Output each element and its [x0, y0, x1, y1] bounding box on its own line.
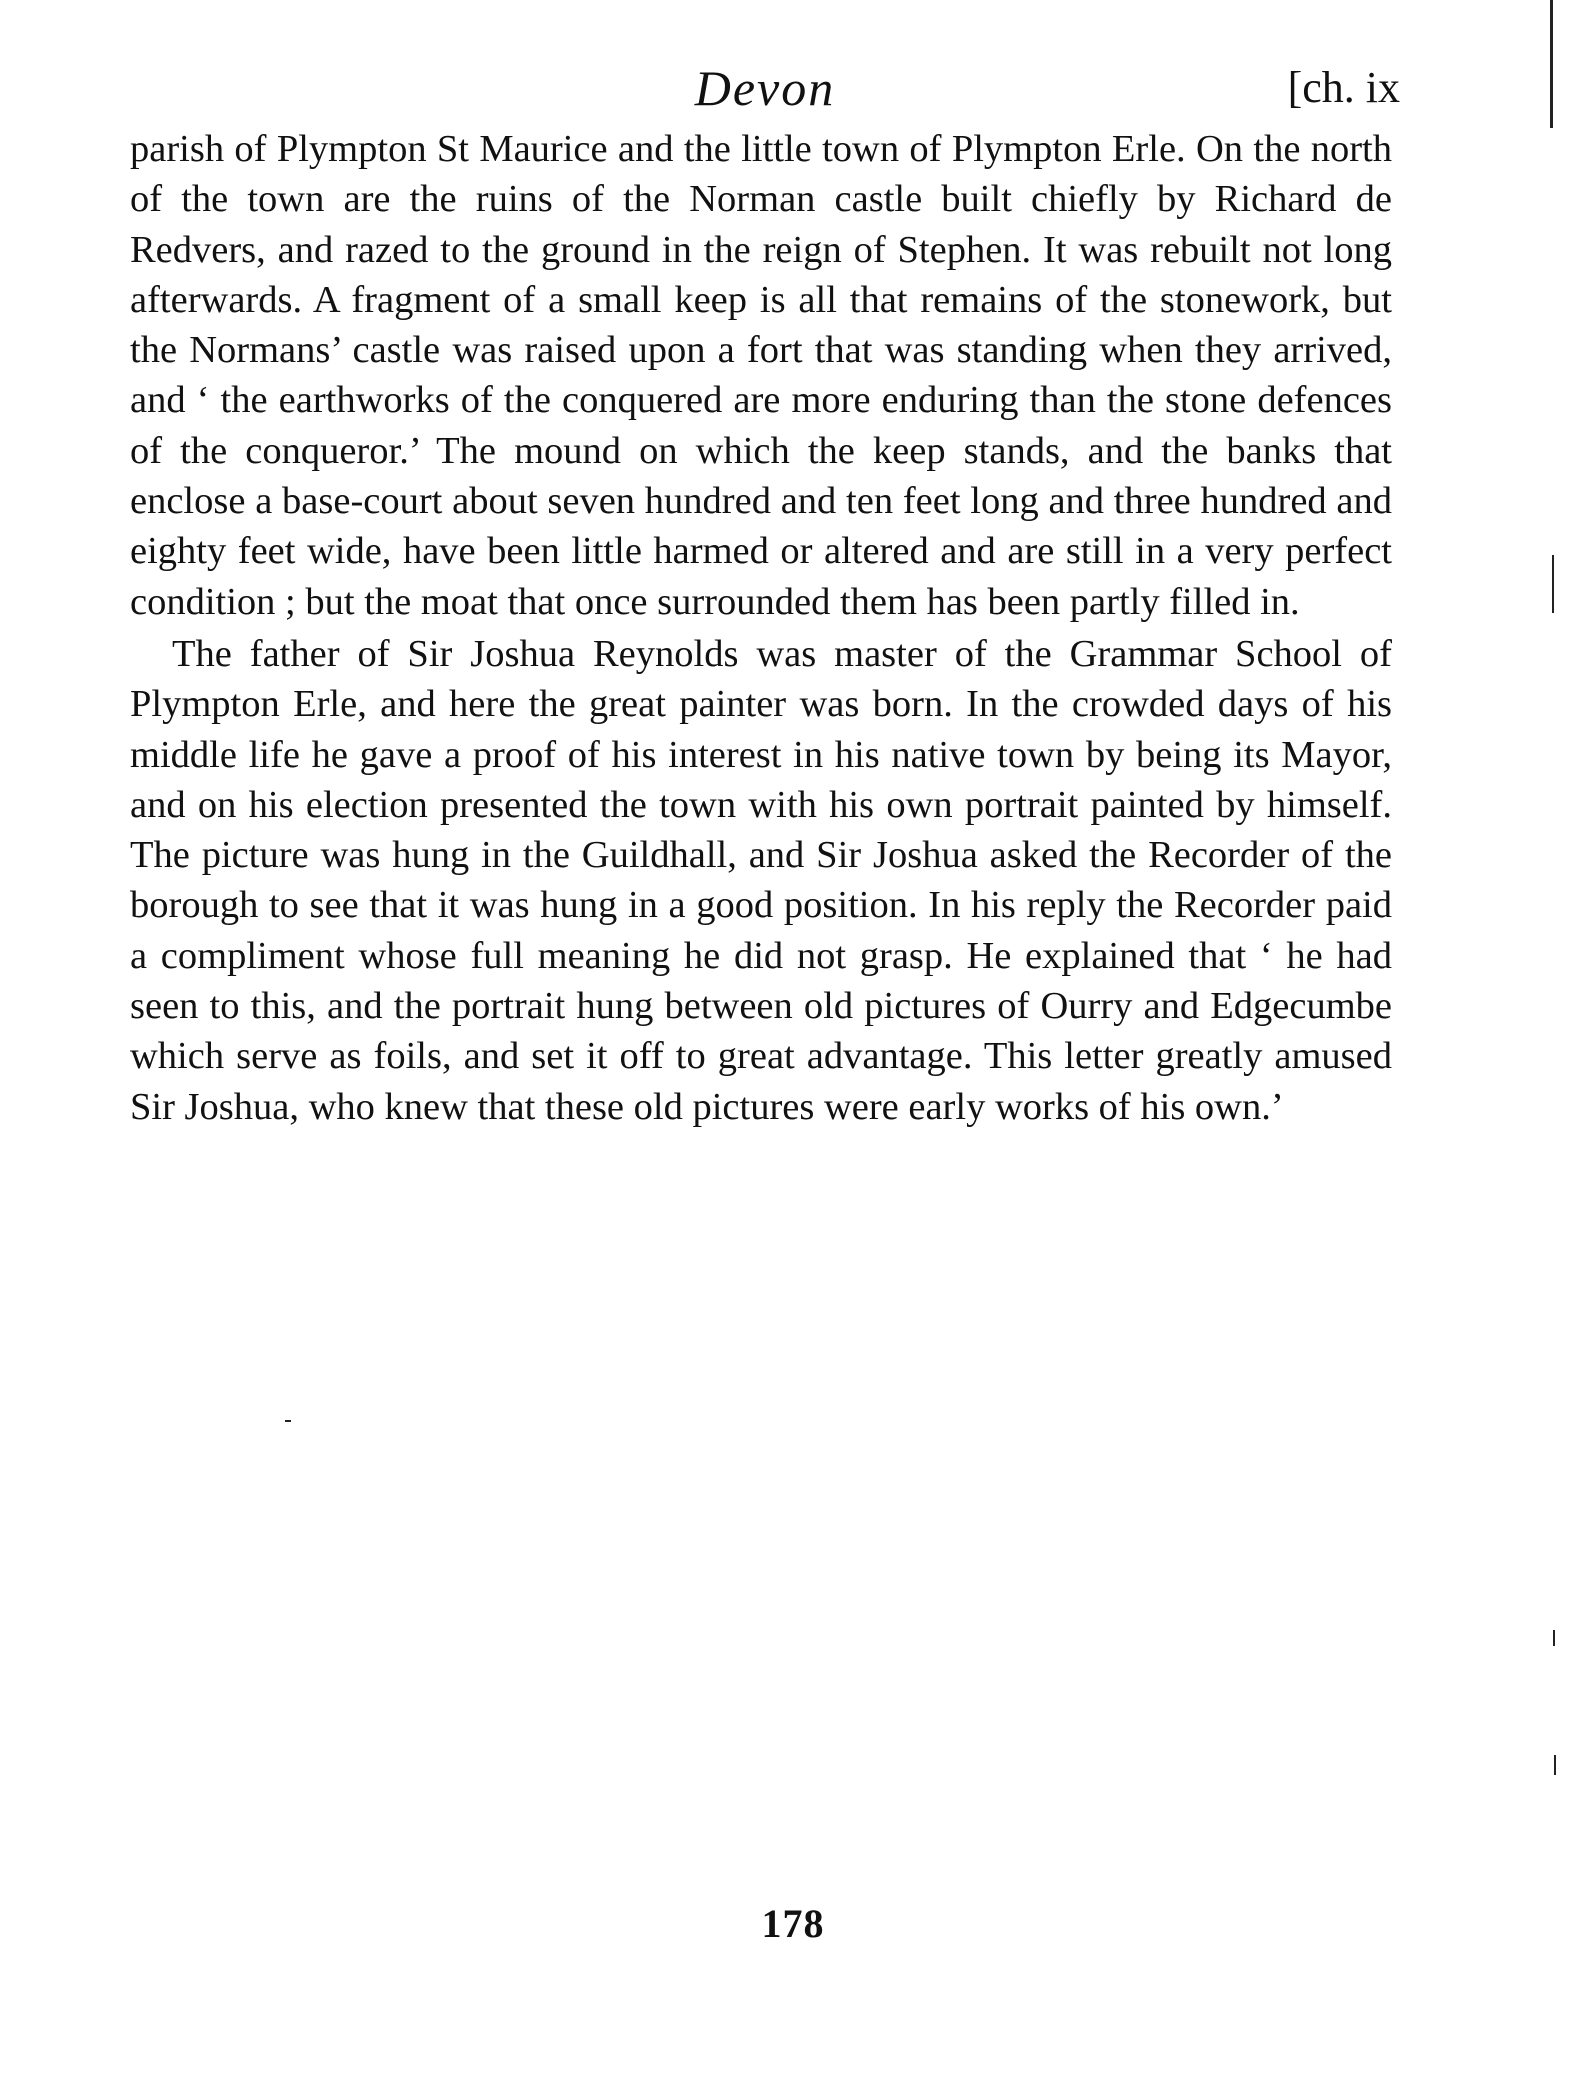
paragraph-2: The father of Sir Joshua Reynolds was master of the Grammar School of Plympton Erle, and here the great painter was born. In the crowded days of his middle life he gave a proof of his interest in his native town by being its Mayor, and on his election presented the town with his own portrait painted by himself. The picture was hung in the Guildhall, and Sir Joshua asked the Recorder of the borough to see that it was hung in a good position. In his reply the Recorder paid a compliment whose full meaning he did not grasp. He explained that ‘ he had seen to this, and the portrait hung between old pictures of Ourry and Edgecumbe which serve as foils, and set it off to great advantage. This letter greatly amused Sir Joshua, who knew that these old pictures were early works of his own.’: [130, 632, 1392, 1128]
scan-edge-mark-middle: [1552, 555, 1554, 613]
scan-edge-mark-top: [1550, 0, 1553, 128]
scan-edge-mark-lower: [1553, 1630, 1555, 1646]
chapter-reference: [ch. ix: [1287, 63, 1400, 112]
scan-speck: [285, 1420, 291, 1422]
running-title: Devon: [694, 60, 836, 116]
running-head: [130, 48, 1400, 128]
scan-edge-mark-bottom: [1554, 1755, 1556, 1775]
page-number: 178: [761, 1901, 825, 1946]
body-text: [130, 124, 1392, 1132]
paragraph-1: parish of Plympton St Maurice and the little town of Plympton Erle. On the north of the town are the ruins of the Norman castle built chiefly by Richard de Redvers, and razed to the ground in the reign of Stephen. It was rebuilt not long afterwards. A fragment of a small keep is all that remains of the stonework, but the Normans’ castle was raised upon a fort that was standing when they arrived, and ‘ the earthworks of the conquered are more enduring than the stone defences of the conqueror.’ The mound on which the keep stands, and the banks that enclose a base-court about seven hundred and ten feet long and three hundred and eighty feet wide, have been little harmed or altered and are still in a very perfect condition ; but the moat that once surrounded them has been partly filled in.: [130, 128, 1392, 623]
